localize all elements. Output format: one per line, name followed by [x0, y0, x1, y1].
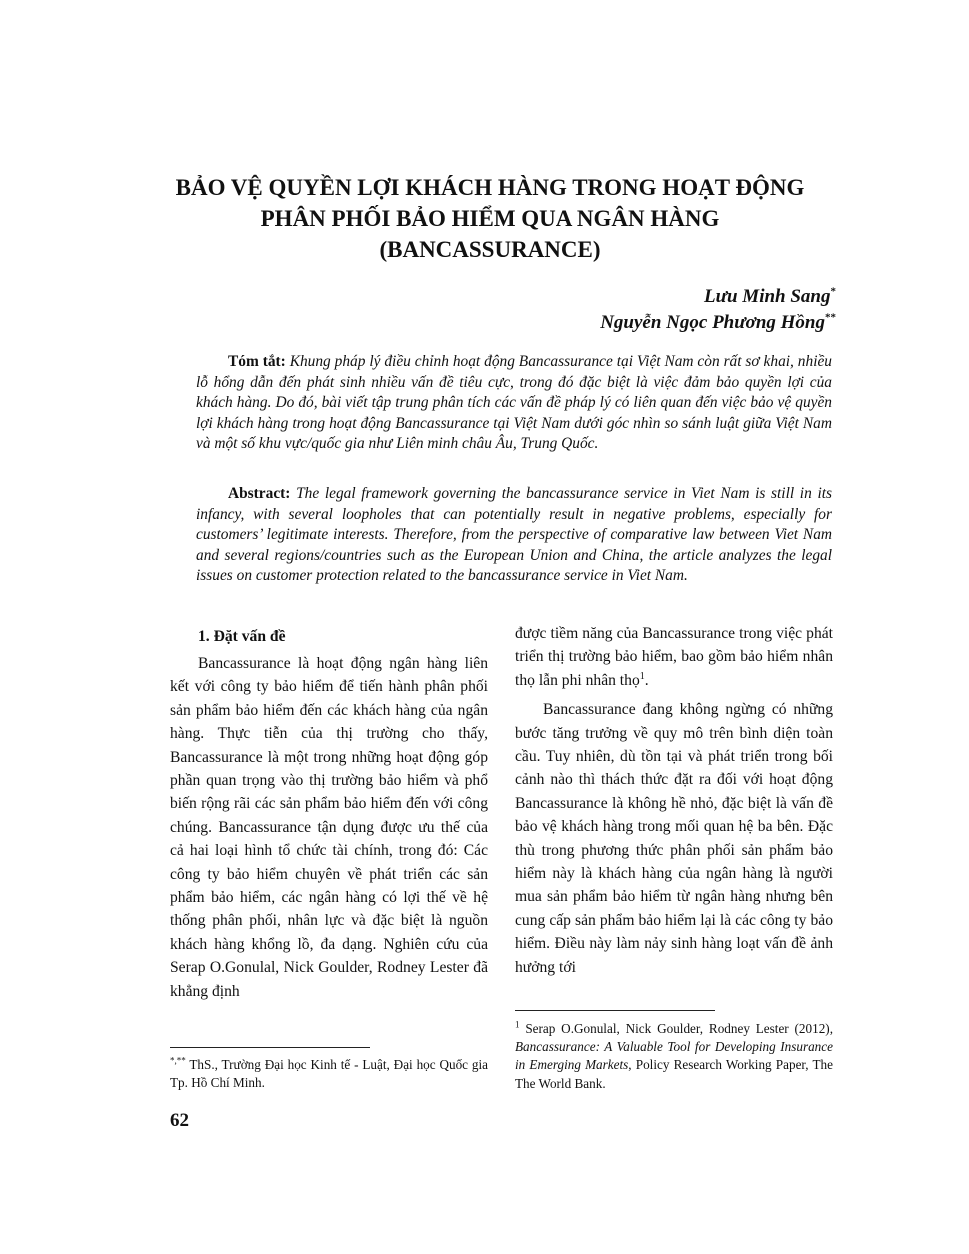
footnote-divider-left: [170, 1047, 370, 1048]
title-line-2: PHÂN PHỐI BẢO HIỂM QUA NGÂN HÀNG: [260, 206, 720, 231]
footnote-right-mark: 1: [515, 1019, 520, 1030]
paragraph-continued-text: được tiềm năng của Bancassurance trong việc phát triển thị trường bảo hiểm, bao gồm bảo hiểm nhân thọ lẫn phi nhân thọ: [515, 625, 833, 689]
body-column-right: [515, 622, 833, 979]
abstract-vi-text: Khung pháp lý điều chỉnh hoạt động Bancassurance tại Việt Nam còn rất sơ khai, nhiều lỗ hổng dẫn đến phát sinh nhiều vấn đề tiêu cực, trong đó đặc biệt là việc đảm bảo quyền lợi của khách hàng. Do đó, bài viết tập trung phân tích các vấn đề pháp lý có liên quan đến việc bảo vệ quyền lợi khách hàng trong hoạt động Bancassurance tại Việt Nam dưới góc nhìn so sánh luật giữa Việt Nam và một số khu vực/quốc gia như Liên minh châu Âu, Trung Quốc.: [196, 353, 832, 453]
abstract-english: [196, 484, 832, 587]
abstract-en-label: Abstract:: [228, 485, 291, 502]
footnote-left: [170, 1056, 488, 1092]
author-2-name: Nguyễn Ngọc Phương Hồng: [600, 312, 825, 333]
article-title: [130, 172, 850, 265]
body-paragraph-1: Bancassurance là hoạt động ngân hàng liên kết với công ty bảo hiểm để tiến hành phân phối sản phẩm bảo hiểm đến các khách hàng của ngân hàng. Thực tiễn của thị trường cho thấy, Bancassurance là một trong những hoạt động góp phần quan trọng vào thị trường bảo hiểm và phổ biến rộng rãi các sản phẩm bảo hiểm đến với công chúng. Bancassurance tận dụng được ưu thế của cả hai loại hình tổ chức tài chính, trong đó: Các công ty bảo hiểm chuyên về phát triển các sản phẩm bảo hiểm, các ngân hàng có lợi thế về hệ thống phân phối, nhân lực và đặc biệt là nguồn khách hàng khổng lồ, đa dạng. Nghiên cứu của Serap O.Gonulal, Nick Goulder, Rodney Lester đã khẳng định: [170, 655, 488, 1000]
footnote-right-post: , Policy Research Working Paper, The The World Bank.: [515, 1057, 833, 1091]
footnote-right: [515, 1020, 833, 1093]
abstract-vi-label: Tóm tắt:: [228, 353, 286, 370]
body-paragraph-2: Bancassurance đang không ngừng có những bước tăng trưởng về quy mô trên bình diện toàn cầu. Tuy nhiên, dù tồn tại và phát triển trong bối cảnh nào thì thách thức đặt ra đối với hoạt động Bancassurance là không hề nhỏ, đặc biệt là vấn đề bảo vệ khách hàng trong mối quan hệ ba bên. Đặc thù trong phương thức phân phối sản phẩm bảo hiểm này là khách hàng của ngân hàng là người mua sản phẩm bảo hiểm từ ngân hàng nhưng bên cung cấp sản phẩm bảo hiểm lại là các công ty bảo hiểm. Điều này làm nảy sinh hàng loạt vấn đề ảnh hưởng tới: [515, 701, 833, 976]
footnote-right-pre: Serap O.Gonulal, Nick Goulder, Rodney Lester (2012),: [519, 1021, 833, 1036]
author-2-mark: **: [825, 311, 836, 324]
footnote-left-text: ThS., Trường Đại học Kinh tế - Luật, Đại học Quốc gia Tp. Hồ Chí Minh.: [170, 1057, 488, 1091]
author-list: [600, 284, 836, 336]
body-paragraph-1-continued: được tiềm năng của Bancassurance trong việc phát triển thị trường bảo hiểm, bao gồm bảo hiểm nhân thọ lẫn phi nhân thọ$^1$.: [515, 625, 833, 689]
abstract-vietnamese: [196, 352, 832, 455]
page-number: 62: [170, 1110, 189, 1131]
footnote-reference[interactable]: 1: [639, 670, 645, 682]
abstract-en-text: The legal framework governing the bancassurance service in Viet Nam is still in its infancy, with several loopholes that can potentially result in negative problems, especially for customers’ legitimate interests. Therefore, from the perspective of comparative law between Viet Nam and several regions/countries such as the European Union and China, the article analyzes the legal issues on customer protection related to the bancassurance service in Viet Nam.: [196, 485, 832, 585]
footnote-divider-right: [515, 1010, 715, 1011]
body-column-left: [170, 625, 488, 1003]
author-1-name: Lưu Minh Sang: [704, 286, 831, 307]
author-2: [600, 310, 836, 336]
footnote-left-mark: *,**: [170, 1055, 186, 1066]
title-line-1: BẢO VỆ QUYỀN LỢI KHÁCH HÀNG TRONG HOẠT ĐỘNG: [175, 175, 805, 200]
author-1: [600, 284, 836, 310]
author-1-mark: *: [830, 285, 836, 298]
section-heading: 1. Đặt vấn đề: [198, 628, 286, 645]
title-line-3: (BANCASSURANCE): [379, 237, 601, 262]
footnote-right-title: Bancassurance: A Valuable Tool for Developing Insurance in Emerging Markets: [515, 1039, 833, 1073]
